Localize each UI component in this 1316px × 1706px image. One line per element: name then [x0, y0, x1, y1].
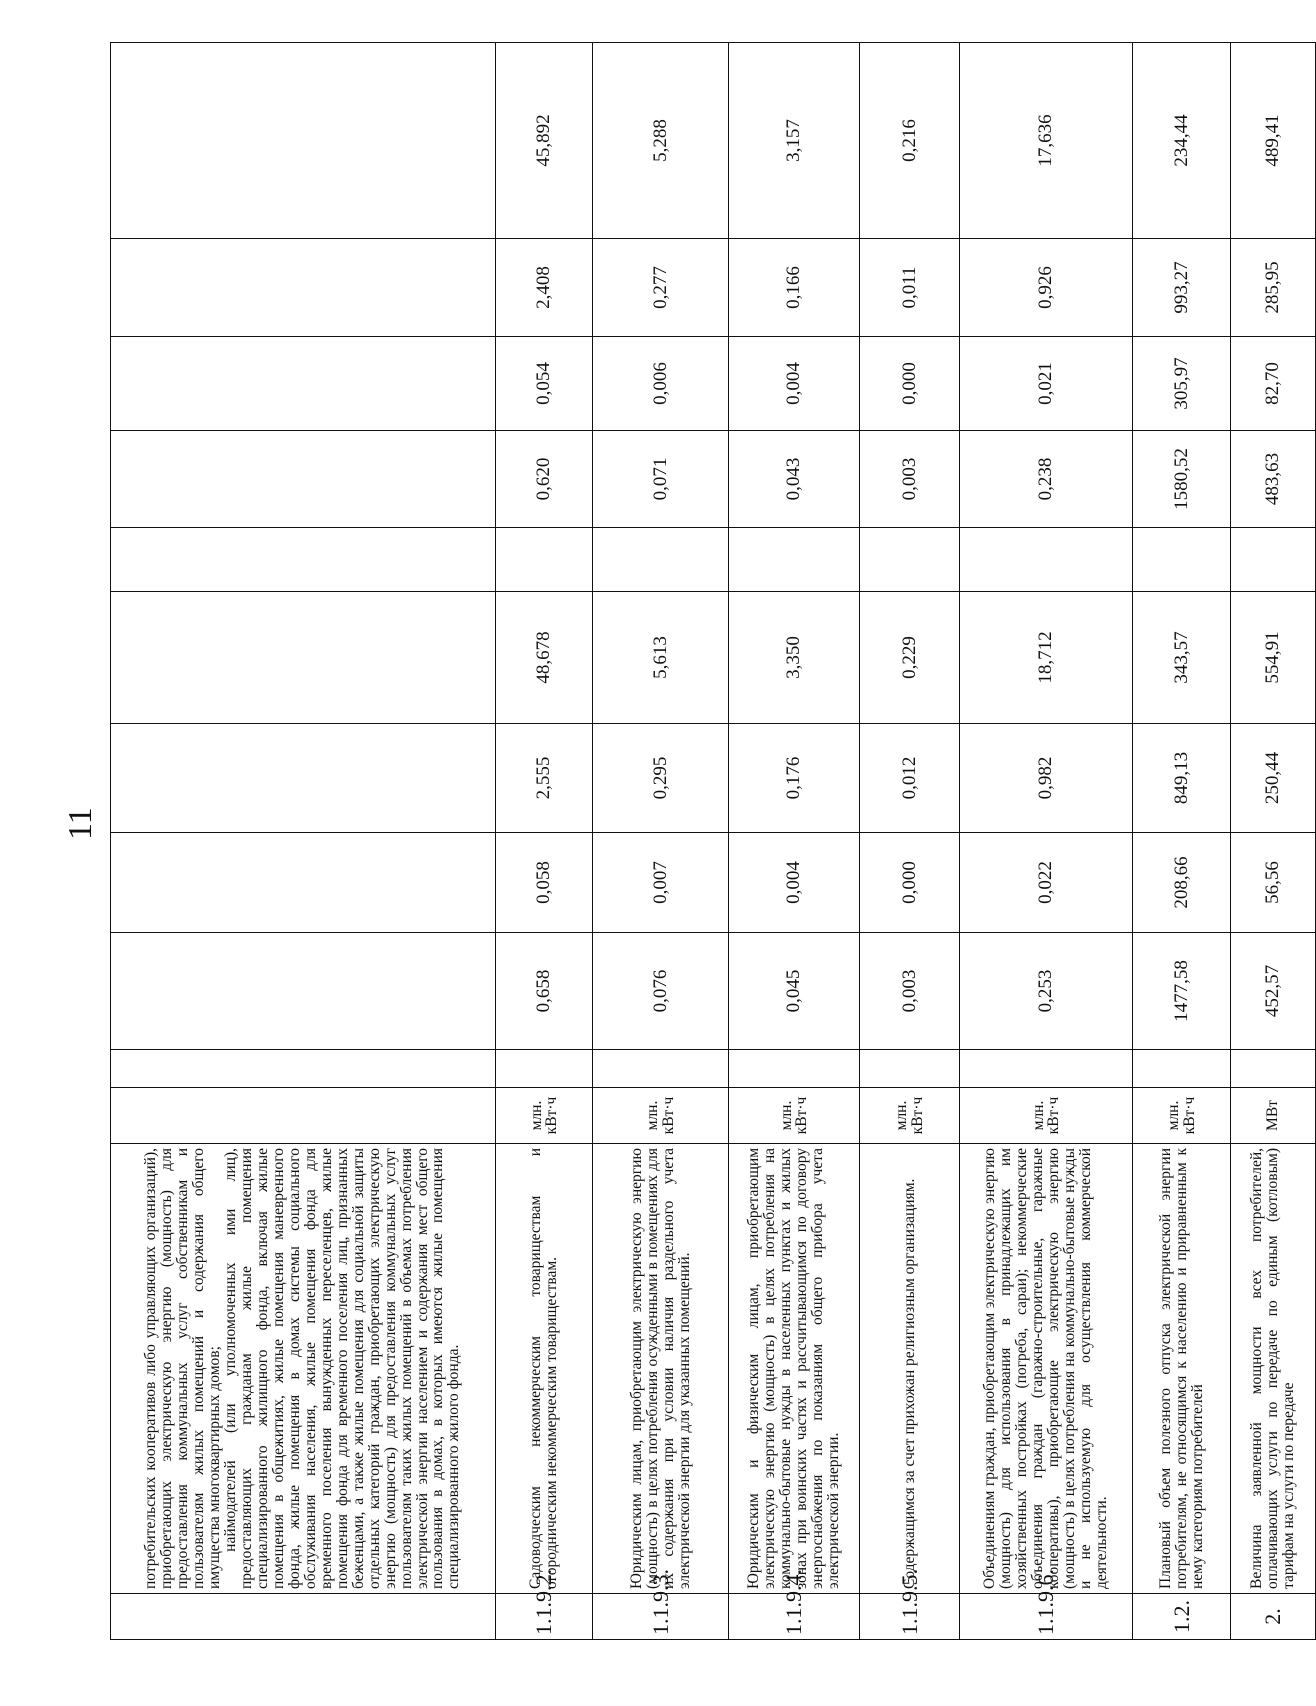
value-cell: 0,021: [959, 337, 1132, 431]
row-code: 1.2.: [1133, 1594, 1231, 1640]
unit-cell: [111, 1088, 496, 1144]
page-number: 11: [62, 807, 99, 840]
value-cell: 82,70: [1230, 337, 1315, 431]
table-row: [1230, 43, 1315, 1640]
row-code: 1.1.9.5.: [860, 1594, 960, 1640]
value-cell: 48,678: [495, 592, 593, 724]
row-unit: млн. кВт·ч: [860, 1088, 960, 1144]
value-cell: 0,054: [495, 337, 593, 431]
table-row: [729, 43, 860, 1640]
row-unit: млн. кВт·ч: [1133, 1088, 1231, 1144]
value-cell: 0,003: [860, 431, 960, 528]
value-cell: [729, 528, 860, 592]
value-cell: [495, 528, 593, 592]
volume-table: [110, 42, 1316, 1640]
value-cell: 56,56: [1230, 833, 1315, 933]
value-cell: 305,97: [1133, 337, 1231, 431]
value-cell: 2,555: [495, 724, 593, 833]
value-cell: [729, 1050, 860, 1088]
row-code: 1.1.9.3.: [593, 1594, 729, 1640]
value-cell: 0,011: [860, 239, 960, 337]
value-cell: 0,012: [860, 724, 960, 833]
value-cell: [1133, 1050, 1231, 1088]
row-description: Объединениям граждан, приобретающим электрическую энергию (мощность) для использования в принадлежащих им хозяйственных постройках (погреба, сараи); некоммерческие объединения граждан (гаражно-строительные, гаражные кооперативы), приобретающие электрическую энергию (мощность) в целях потребления на коммунально-бытовые нужды и не используемую для осуществления коммерческой деятельности.: [959, 1144, 1132, 1594]
value-cell: 993,27: [1133, 239, 1231, 337]
table-row: [959, 43, 1132, 1640]
value-cell: 18,712: [959, 592, 1132, 724]
row-code: 1.1.9.2.: [495, 1594, 593, 1640]
code-cell: [111, 1594, 496, 1640]
row-code: 2.: [1230, 1594, 1315, 1640]
value-cell: 3,157: [729, 43, 860, 239]
value-cell: 0,006: [593, 337, 729, 431]
value-cell: 0,004: [729, 337, 860, 431]
value-cell: 0,926: [959, 239, 1132, 337]
continued-paragraph: наймодателей (или уполномоченных ими лиц), предоставляющих гражданам жилые помещения специализированного жилищного фонда, включая жилые помещения в общежитиях, жилые помещения маневренного фонда, жилые помещения в домах системы социального обслуживания населения, жилые помещения фонда для временного поселения вынужденных переселенцев, жилые помещения фонда для временного поселения лиц, признанных беженцами, а также жилые помещения для социальной защиты отдельных категорий граждан, приобретающих электрическую энергию (мощность) для предоставления коммунальных услуг пользователям таких жилых помещений в объемах потребления электрической энергии населением и содержания мест общего пользования в домах, в которых имеются жилые помещения специализированного жилого фонда.: [222, 1148, 463, 1589]
value-cell: 0,058: [495, 833, 593, 933]
row-unit: млн. кВт·ч: [729, 1088, 860, 1144]
value-cell: 0,045: [729, 933, 860, 1050]
value-cell: 0,229: [860, 592, 960, 724]
row-code: 1.1.9.4.: [729, 1594, 860, 1640]
value-cell: 5,613: [593, 592, 729, 724]
value-cell: 452,57: [1230, 933, 1315, 1050]
value-cell: 0,253: [959, 933, 1132, 1050]
value-cell: 343,57: [1133, 592, 1231, 724]
row-unit: МВт: [1230, 1088, 1315, 1144]
table-row: [860, 43, 960, 1640]
continued-description-cell: [111, 1144, 496, 1594]
value-cell: 0,295: [593, 724, 729, 833]
value-cell: 0,982: [959, 724, 1132, 833]
value-cell: [593, 528, 729, 592]
row-description: Юридическим и физическим лицам, приобретающим электрическую энергию (мощность) в целях потребления на коммунально-бытовые нужды в населенных пунктах и жилых зонах при воинских частях и рассчитывающимся по договору энергоснабжения по показаниям общего прибора учета электрической энергии.: [729, 1144, 860, 1594]
table-row: [495, 43, 593, 1640]
row-unit: млн. кВт·ч: [959, 1088, 1132, 1144]
tariff-table-sheet: [110, 42, 1316, 1640]
table-row: [111, 43, 496, 1640]
value-cell: [959, 1050, 1132, 1088]
value-cell: 0,277: [593, 239, 729, 337]
value-cell: 0,004: [729, 833, 860, 933]
value-cell: 0,166: [729, 239, 860, 337]
value-cell: [860, 528, 960, 592]
value-cell: 0,620: [495, 431, 593, 528]
value-cell: 3,350: [729, 592, 860, 724]
value-cell: 0,007: [593, 833, 729, 933]
value-cell: 0,000: [860, 833, 960, 933]
value-cell: [495, 1050, 593, 1088]
row-unit: млн. кВт·ч: [593, 1088, 729, 1144]
row-description: Плановый объем полезного отпуска электрической энергии потребителям, не относящимся к населению и приравненным к нему категориям потребителей: [1133, 1144, 1231, 1594]
value-cell: 17,636: [959, 43, 1132, 239]
value-cell: 0,076: [593, 933, 729, 1050]
row-description: Содержащимся за счет прихожан религиозным организациям.: [860, 1144, 960, 1594]
value-cell: 208,66: [1133, 833, 1231, 933]
table-row: [593, 43, 729, 1640]
value-cell: [593, 1050, 729, 1088]
value-cell: 0,071: [593, 431, 729, 528]
value-cell: 5,288: [593, 43, 729, 239]
row-description: Садоводческим некоммерческим товариществам и огородническим некоммерческим товариществам.: [495, 1144, 593, 1594]
value-cell: 554,91: [1230, 592, 1315, 724]
value-cell: 0,022: [959, 833, 1132, 933]
value-cell: [1133, 528, 1231, 592]
value-cell: 489,41: [1230, 43, 1315, 239]
row-unit: млн. кВт·ч: [495, 1088, 593, 1144]
value-cell: 2,408: [495, 239, 593, 337]
value-cell: 250,44: [1230, 724, 1315, 833]
value-cell: 483,63: [1230, 431, 1315, 528]
value-cell: 0,000: [860, 337, 960, 431]
row-code: 1.1.9.6.: [959, 1594, 1132, 1640]
value-cell: 0,043: [729, 431, 860, 528]
value-cell: 849,13: [1133, 724, 1231, 833]
value-cell: 0,003: [860, 933, 960, 1050]
row-description: Величина заявленной мощности всех потребителей, оплачивающих услуги по передаче по единым (котловым) тарифам на услуги по передаче: [1230, 1144, 1315, 1594]
value-cell: 0,238: [959, 431, 1132, 528]
value-cell: [1230, 528, 1315, 592]
value-cell: 0,176: [729, 724, 860, 833]
value-cell: 1477,58: [1133, 933, 1231, 1050]
table-row: [1133, 43, 1231, 1640]
value-cell: 45,892: [495, 43, 593, 239]
value-cell: 234,44: [1133, 43, 1231, 239]
value-cell: [959, 528, 1132, 592]
continued-paragraph: потребительских кооперативов либо управляющих организаций), приобретающих электрическую энергию (мощность) для предоставления коммунальных услуг собственникам и пользователям жилых помещений и содержания общего имущества многоквартирных домов;: [142, 1148, 224, 1589]
value-cell: 285,95: [1230, 239, 1315, 337]
value-cell: 0,216: [860, 43, 960, 239]
value-cell: [1230, 1050, 1315, 1088]
value-cell: [860, 1050, 960, 1088]
value-cell: 0,658: [495, 933, 593, 1050]
row-description: Юридическим лицам, приобретающим электрическую энергию (мощность) в целях потребления осужденными в помещениях для их содержания при условии наличия раздельного учета электрической энергии для указанных помещений.: [593, 1144, 729, 1594]
value-cell: 1580,52: [1133, 431, 1231, 528]
